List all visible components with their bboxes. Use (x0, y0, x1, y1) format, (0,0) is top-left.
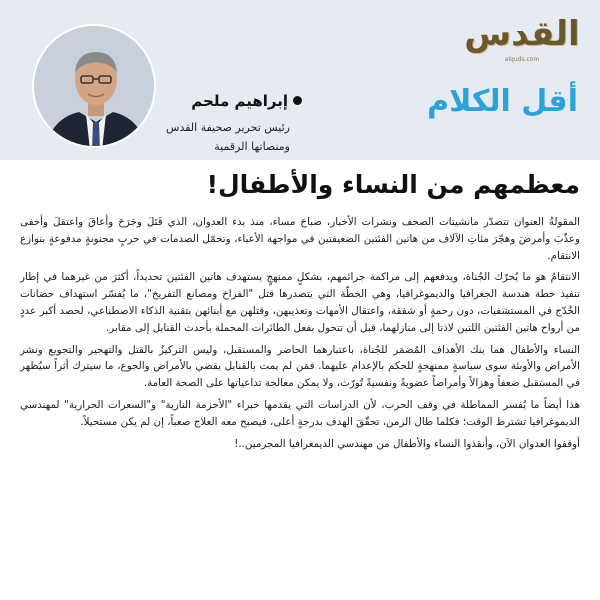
article-paragraph: هذا أيضاً ما يُفسر المماطلة في وقف الحرب، لأن الدراسات التي يقدمها خبراء "الأحزمة النارية" و"السعرات الحرارية" لمهندسي الديموغرافيا تشترط الوقت؛ فكلما طال الزمن، تحقّقَ الهدف بدرجةٍ أعلى، فيصبح معه العلاج صعباً، إن لم يكن مستحيلاً. (20, 398, 580, 428)
author-name: إبراهيم ملحم (191, 92, 288, 110)
author-role-line2: ومنصاتها الرقمية (214, 140, 290, 153)
article-paragraph: الانتقامُ هو ما يُحرّك الجُناة، ويدفعهم إلى مراكمة جرائمهم، بشكلٍ ممنهجٍ يستهدف هاتين الفئتين تحديداً، أكثرَ من غيرهما في إطار تنفيذ خطة هندسة الجغرافيا والديموغرافيا، وهي الخطّة التي يتصدرها قتل "الفراخ ومصانع التفريخ"، ما يُفسّر استهداف حضانات الخُدّج في المستشفيات، دون رحمةٍ أو شفقة، واعتقال الأمهات وتعذيبهن، وقتلهن مع أبنائهن بتقنية الذكاء الاصطناعي، لحصد أكبر عددٍ من أرواح هاتين الفئتين اللتين لاذتا إلى منازلهما، قبل أن تتحول بفعل الطائرات المحملة بأحدث القنابل إلى مقابر. (20, 271, 580, 334)
logo-url: alquds.com (504, 56, 540, 63)
article-body (20, 214, 580, 457)
author-bullet-icon (293, 96, 302, 105)
article-headline: معظمهم من النساء والأطفال! (206, 170, 580, 199)
author-role (166, 118, 290, 156)
author-role-line1: رئيس تحرير صحيفة القدس (166, 121, 290, 134)
article-closing: أوقفوا العدوان الآن، وأنقذوا النساء والأطفال من مهندسي الديمغرافيا المجرمين..! (234, 437, 580, 450)
article-paragraph: النساء والأطفال هما بنك الأهداف المُضمَر للجُناة، باعتبارهما الحاضر والمستقبل، وليس التركيزُ بالقتل والتهجير والتجويع ونشر الأمراض والأوبئة سوى سياسةٍ ممنهجةٍ للحكم بالإعدام عليهما. فمَن لم يمت بالقنابل يقضي بالأمراض والجوع، ما سيترك أثراً سيُظهر في المستقبل ضعفاً وهزالاً وأمراضاً عضويةً ونفسيةً تُورّث، ولا يمكن معالجة تداعياتها على الصحة العامة. (20, 343, 580, 390)
column-title: أقل الكلام (427, 84, 578, 119)
author-portrait-icon (34, 26, 156, 148)
column-header (0, 0, 600, 160)
author-photo (32, 24, 156, 148)
newspaper-logo[interactable] (458, 12, 586, 72)
article-paragraph: المقولةُ العنوان تتصدّر مانشيتات الصحف ونشرات الأخبار، صباحَ مساء، منذ بدء العدوان، الذي قَتَلَ وجَرَحَ وأعاقَ واعتقلَ وأخفى وعذّبَ وأمرضَ وهجّرَ مئاتِ الآلاف من هاتين الفئتين الضعيفتين في مواجهة الأعباء، وتحمّل الصدمات في حربٍ مجنونةٍ مدفوعةٍ بنوازع الانتقام. (20, 216, 580, 262)
logo-text: القدس (464, 14, 580, 54)
